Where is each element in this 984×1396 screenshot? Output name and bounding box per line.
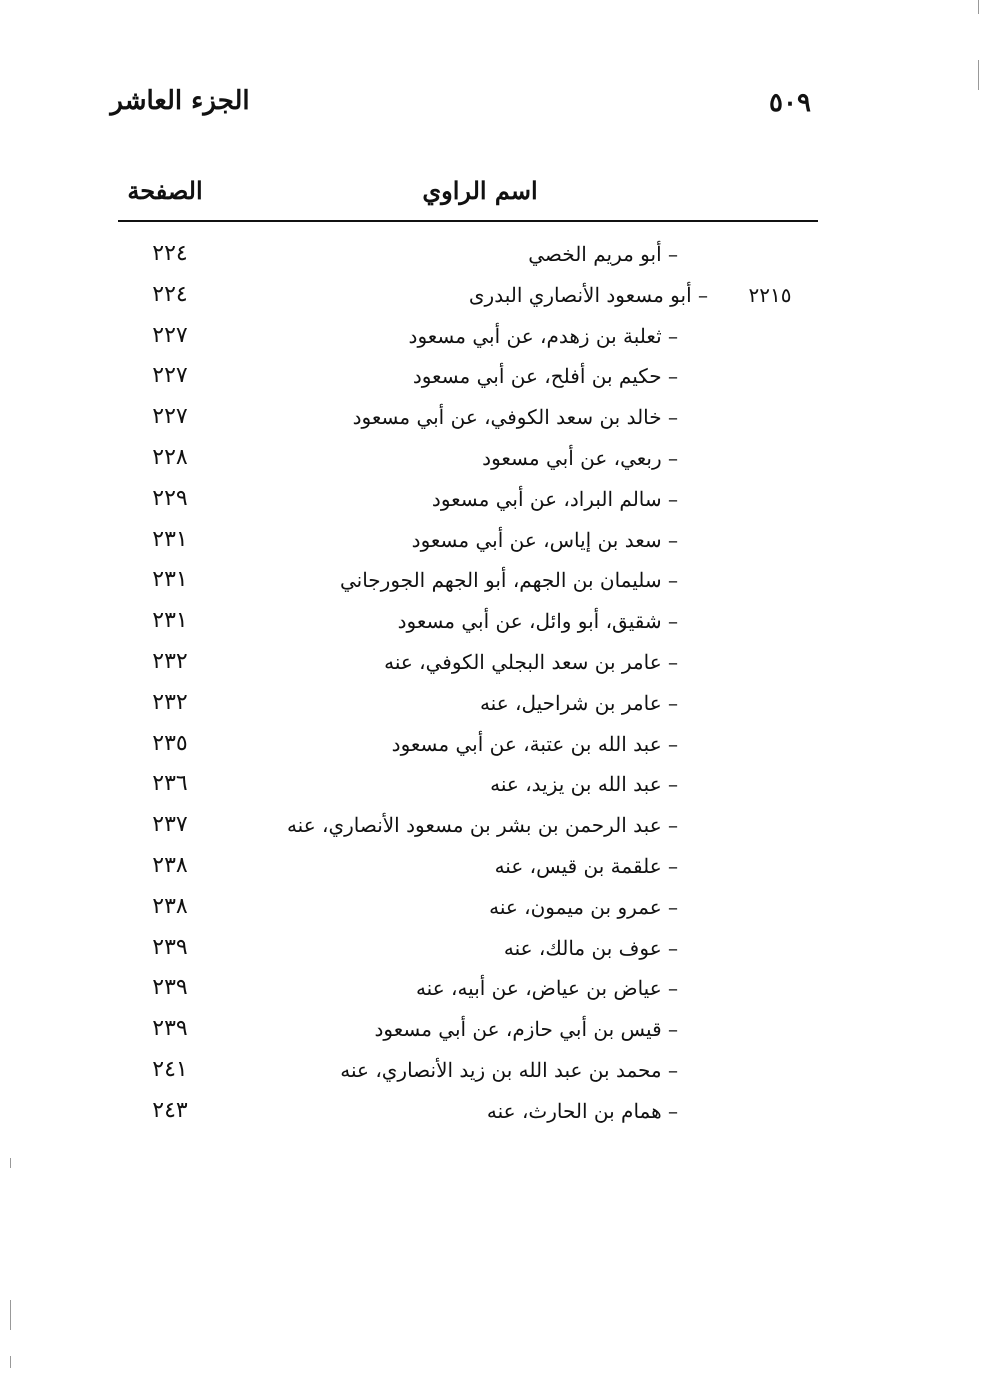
narrator-name: – عبد الله بن عتبة، عن أبي مسعود [391,731,678,756]
index-entry [0,442,984,483]
narrator-name: – ثعلبة بن زهدم، عن أبي مسعود [408,323,678,348]
narrator-name: – همام بن الحارث، عنه [486,1098,678,1123]
narrator-name: – علقمة بن قيس، عنه [494,853,678,878]
page-reference: ٢٤٣ [152,1097,188,1123]
index-entry [0,972,984,1013]
page-number: ٥٠٩ [769,88,811,118]
scan-mark [10,1356,11,1368]
narrator-name: – قيس بن أبي حازم، عن أبي مسعود [374,1017,678,1042]
column-header-name: اسم الراوي [422,176,538,205]
narrator-name: – عوف بن مالك، عنه [503,935,678,960]
narrator-name: – عياض بن عياض، عن أبيه، عنه [415,976,678,1001]
index-entry [0,1095,984,1136]
index-entry [0,728,984,769]
page-reference: ٢٣٨ [152,852,188,878]
column-header-page: الصفحة [127,176,203,205]
index-entry [0,279,984,320]
page-reference: ٢٣٦ [152,771,188,797]
index-entry [0,564,984,605]
narrator-name: – محمد بن عبد الله بن زيد الأنصاري، عنه [340,1057,678,1082]
index-entry [0,360,984,401]
index-entry [0,850,984,891]
index-entry [0,646,984,687]
index-entry [0,524,984,565]
narrator-name: – حكيم بن أفلح، عن أبي مسعود [412,364,678,389]
narrator-name: – عمرو بن ميمون، عنه [489,894,678,919]
index-entry [0,320,984,361]
page-reference: ٢٣٢ [152,689,188,715]
entry-number: ٢٢١٥ [748,282,792,307]
index-entry [0,483,984,524]
index-entry [0,1013,984,1054]
index-entry [0,238,984,279]
index-entry [0,605,984,646]
page-reference: ٢٣٩ [152,975,188,1001]
page-reference: ٢٣١ [152,608,188,634]
page-reference: ٢٢٧ [152,363,188,389]
page-reference: ٢٢٤ [152,281,188,307]
index-entry [0,1054,984,1095]
page-reference: ٢٣١ [152,526,188,552]
page-reference: ٢٣٥ [152,730,188,756]
scan-mark [978,60,979,90]
index-entry [0,809,984,850]
narrator-name: – أبو مسعود الأنصاري البدرى [468,282,708,307]
narrator-name: – سالم البراد، عن أبي مسعود [431,486,678,511]
running-head: الجزء العاشر [110,86,250,116]
index-entry [0,932,984,973]
narrator-name: – خالد بن سعد الكوفي، عن أبي مسعود [352,405,678,430]
page-reference: ٢٢٨ [152,444,188,470]
page-reference: ٢٣٧ [152,812,188,838]
scan-mark [978,0,979,14]
index-entry [0,401,984,442]
page-reference: ٢٢٩ [152,485,188,511]
index-entry [0,687,984,728]
page-reference: ٢٢٧ [152,404,188,430]
page-reference: ٢٣٩ [152,934,188,960]
page-reference: ٢٢٤ [152,241,188,266]
narrator-name: – سعد بن إياس، عن أبي مسعود [411,527,678,552]
page-reference: ٢٣٩ [152,1016,188,1042]
narrator-name: – سليمان بن الجهم، أبو الجهم الجورجاني [339,568,678,593]
scan-mark [10,1300,11,1330]
narrator-name: – عامر بن سعد البجلي الكوفي، عنه [384,649,678,674]
index-entry [0,891,984,932]
narrator-name: – أبو مريم الخصي [528,242,678,266]
header-rule [118,220,818,222]
narrator-name: – عامر بن شراحيل، عنه [479,690,678,715]
narrator-name: – ربعي، عن أبي مسعود [482,445,678,470]
page-reference: ٢٣٨ [152,893,188,919]
page-reference: ٢٢٧ [152,322,188,348]
page-reference: ٢٤١ [152,1056,188,1082]
scan-mark [10,1158,11,1168]
page-reference: ٢٣١ [152,567,188,593]
index-entry [0,768,984,809]
page-reference: ٢٣٢ [152,648,188,674]
narrator-name: – عبد الرحمن بن بشر بن مسعود الأنصاري، عنه [286,813,678,838]
narrator-name: – شقيق، أبو وائل، عن أبي مسعود [397,609,678,634]
narrator-index-list [0,238,984,1136]
narrator-name: – عبد الله بن يزيد، عنه [490,772,678,797]
